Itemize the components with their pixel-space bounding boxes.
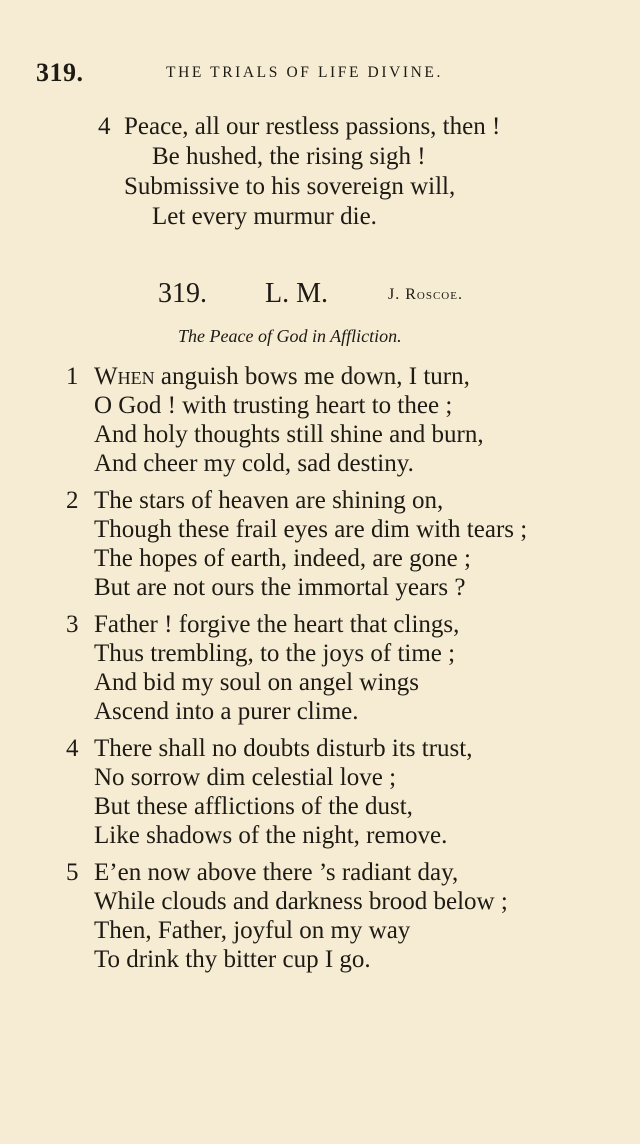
stanza-line: Peace, all our restless passions, then !	[124, 113, 501, 140]
stanza-line: There shall no doubts disturb its trust,	[94, 735, 473, 762]
stanza-line: O God ! with trusting heart to thee ;	[94, 392, 453, 419]
hymn-subtitle: The Peace of God in Affliction.	[178, 326, 402, 346]
stanza-line: Ascend into a purer clime.	[94, 698, 359, 725]
stanza-line: Thus trembling, to the joys of time ;	[94, 640, 456, 667]
first-line-rest: anguish bows me down, I turn,	[154, 363, 470, 390]
stanza-line: Though these frail eyes are dim with tears ;	[94, 516, 528, 543]
stanza-number: 2	[66, 487, 79, 514]
hymn-author: J. Roscoe.	[388, 286, 463, 303]
stanza-line: Father ! forgive the heart that clings,	[94, 611, 460, 638]
stanza-line: Like shadows of the night, remove.	[94, 822, 448, 849]
page-number: 319.	[36, 58, 84, 87]
stanza-line: E’en now above there ’s radiant day,	[94, 859, 459, 886]
first-word: When	[94, 363, 155, 390]
stanza-line: No sorrow dim celestial love ;	[94, 764, 397, 791]
stanza-line: And cheer my cold, sad destiny.	[94, 450, 414, 477]
stanza-line: While clouds and darkness brood below ;	[94, 888, 508, 915]
stanza-number: 4	[98, 113, 111, 140]
stanza-line: Then, Father, joyful on my way	[94, 917, 411, 944]
hymn-number: 319.	[158, 278, 207, 309]
stanza-line: But are not ours the immortal years ?	[94, 574, 466, 601]
stanza-line	[94, 362, 470, 392]
running-title: THE TRIALS OF LIFE DIVINE.	[166, 64, 443, 81]
stanza-line: Be hushed, the rising sigh !	[152, 143, 426, 170]
stanza-line: And bid my soul on angel wings	[94, 669, 419, 696]
stanza-line: But these afflictions of the dust,	[94, 793, 413, 820]
stanza-line: The stars of heaven are shining on,	[94, 487, 444, 514]
stanza-line: The hopes of earth, indeed, are gone ;	[94, 545, 471, 572]
stanza-number: 4	[66, 735, 79, 762]
hymn-heading	[0, 278, 640, 314]
stanza-line: Submissive to his sovereign will,	[124, 173, 456, 200]
hymn-meter: L. M.	[265, 278, 328, 309]
stanza-number: 5	[66, 859, 79, 886]
running-head	[36, 58, 600, 88]
stanza-number: 1	[66, 363, 79, 390]
stanza-number: 3	[66, 611, 79, 638]
stanza-line: And holy thoughts still shine and burn,	[94, 421, 484, 448]
stanza-line: Let every murmur die.	[152, 203, 377, 230]
stanza-line: To drink thy bitter cup I go.	[94, 946, 371, 973]
